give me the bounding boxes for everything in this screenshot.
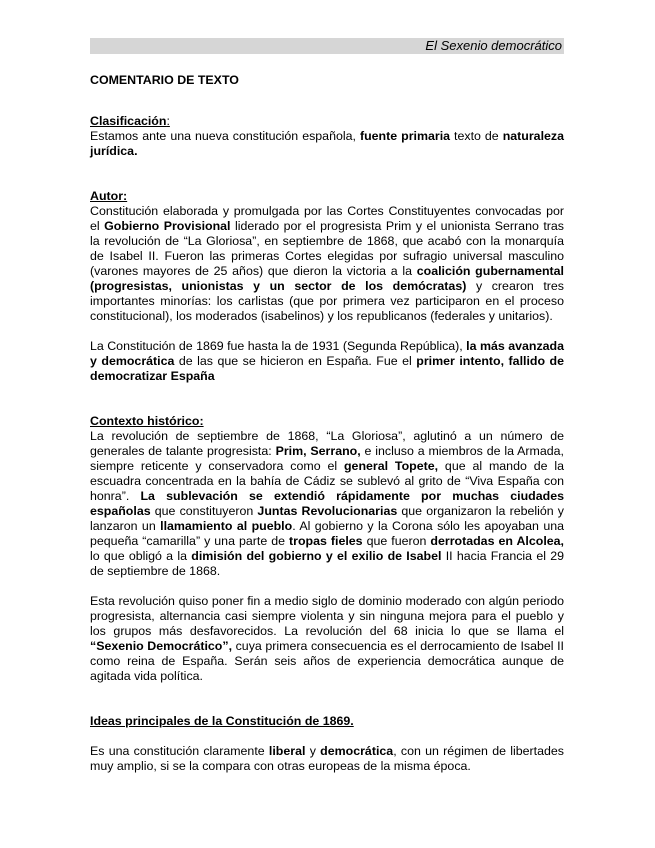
paragraph: Constitución elaborada y promulgada por las Cortes Constituyentes convocadas por el Gobierno Provisional liderado por el progresista Prim y el unionista Serrano tras la revolución de “La Gloriosa”, en septiembre de 1868, que acabó con la monarquía de Isabel II. Fueron las primeras Cortes elegidas por sufragio universal masculino (varones mayores de 25 años) que dieron la victoria a la coalición gubernamental (progresistas, unionistas y un sector de los demócratas) y crearon tres importantes minorías: los carlistas (que por primera vez participaron en el proceso constitucional), los moderados (isabelinos) y los republicanos (federales y unitarios). xyxy=(90,204,564,323)
section-heading-ideas: Ideas principales de la Constitución de 1869. xyxy=(90,714,354,728)
heading-suffix: : xyxy=(166,114,170,128)
section-contexto xyxy=(90,414,564,684)
section-autor xyxy=(90,189,564,384)
section-heading-autor: Autor: xyxy=(90,189,128,203)
page-header-bar xyxy=(90,38,564,54)
paragraph: Estamos ante una nueva constitución española, fuente primaria texto de naturaleza jurídica. xyxy=(90,129,564,158)
paragraph: Esta revolución quiso poner fin a medio siglo de dominio moderado con algún periodo progresista, alternancia casi siempre violenta y sin ninguna mejora para el pueblo y los grupos más desfavorecidos. La revolución del 68 inicia lo que se llama el “Sexenio Democrático”, cuya primera consecuencia es el derrocamiento de Isabel II como reina de España. Serán seis años de experiencia democrática aunque de agitada vida política. xyxy=(90,594,564,683)
section-heading-contexto: Contexto histórico: xyxy=(90,414,204,428)
paragraph: La revolución de septiembre de 1868, “La Gloriosa”, aglutinó a un número de generales de talante progresista: Prim, Serrano, e incluso a miembros de la Armada, siempre reticente y conservadora como el general Topete, que al mando de la escuadra concentrada en la bahía de Cádiz se sublevó al grito de “Viva España con honra”. La sublevación se extendió rápidamente por muchas ciudades españolas que constituyeron Juntas Revolucionarias que organizaron la rebelión y lanzaron un llamamiento al pueblo. Al gobierno y la Corona sólo les apoyaban una pequeña “camarilla” y una parte de tropas fieles que fueron derrotadas en Alcolea, lo que obligó a la dimisión del gobierno y el exilio de Isabel II hacia Francia el 29 de septiembre de 1868. xyxy=(90,429,565,578)
section-heading-clasificacion: Clasificación xyxy=(90,114,167,128)
document-body xyxy=(90,73,564,774)
paragraph: Es una constitución claramente liberal y democrática, con un régimen de libertades muy amplio, si se la compara con otras europeas de la misma época. xyxy=(90,744,564,773)
section-clasificacion xyxy=(90,114,564,159)
header-title: El Sexenio democrático xyxy=(425,38,562,53)
document-title: COMENTARIO DE TEXTO xyxy=(90,73,239,87)
section-ideas xyxy=(90,714,564,774)
paragraph: La Constitución de 1869 fue hasta la de 1931 (Segunda República), la más avanzada y democrática de las que se hicieron en España. Fue el primer intento, fallido de democratizar España xyxy=(90,339,564,383)
